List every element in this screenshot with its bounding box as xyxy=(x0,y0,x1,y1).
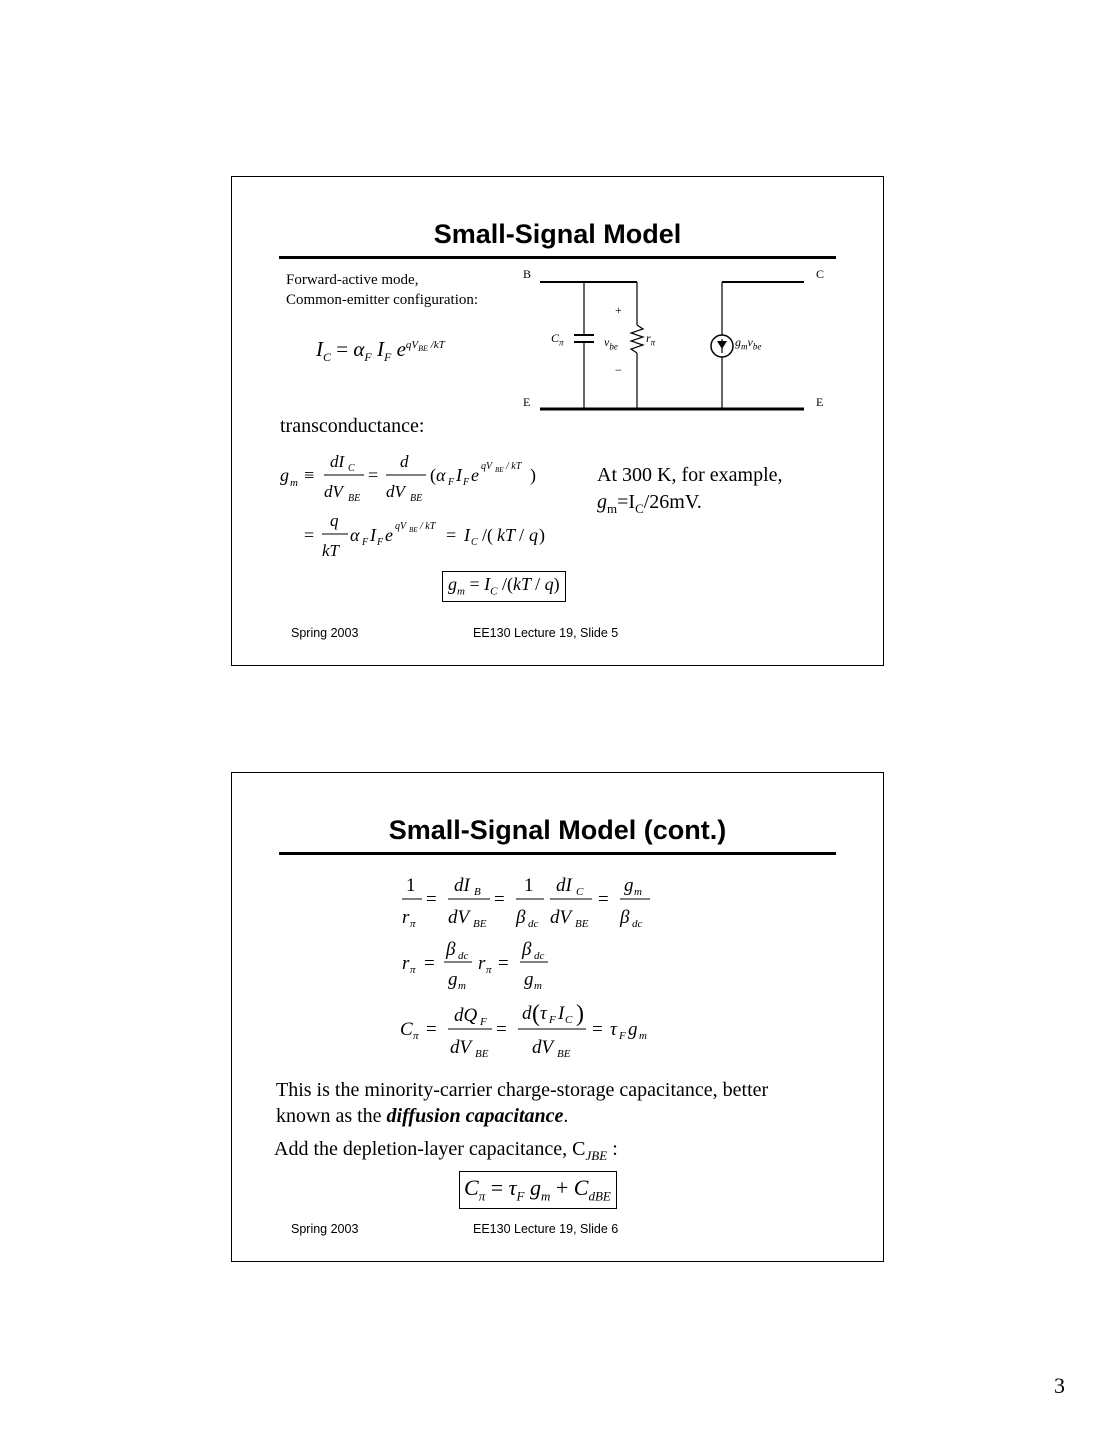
page-number: 3 xyxy=(1054,1373,1065,1398)
svg-text:m: m xyxy=(634,886,642,898)
svg-text:F: F xyxy=(377,537,384,548)
svg-text:C: C xyxy=(565,1014,573,1026)
node-e-right-label: E xyxy=(816,395,824,409)
svg-text:τ: τ xyxy=(540,1003,547,1024)
svg-text:β: β xyxy=(516,907,526,928)
title-rule xyxy=(279,256,836,259)
gm-vbe-label: $g_mv_{be}$ xyxy=(735,335,762,352)
svg-text:BE: BE xyxy=(410,493,423,504)
svg-text:kT: kT xyxy=(497,525,515,545)
svg-text:d: d xyxy=(400,452,409,471)
svg-text:=: = xyxy=(304,525,315,545)
svg-text:/ kT: / kT xyxy=(506,461,522,472)
footer-left: Spring 2003 xyxy=(291,626,359,640)
minus-sign: − xyxy=(615,363,622,377)
svg-text:m: m xyxy=(458,980,466,992)
r-pi-label: $r_\pi$ xyxy=(646,331,656,348)
svg-text:π: π xyxy=(486,964,492,976)
example-line-2 xyxy=(597,491,702,517)
svg-text:I: I xyxy=(456,465,462,485)
svg-text:r: r xyxy=(402,907,410,928)
svg-text:dV: dV xyxy=(386,482,405,501)
footer-center: EE130 Lecture 19, Slide 6 xyxy=(473,1222,619,1236)
paragraph-2-text: Add the depletion-layer capacitance, C xyxy=(274,1138,586,1160)
svg-text:dc: dc xyxy=(632,918,643,930)
svg-text:dV: dV xyxy=(532,1037,554,1058)
plus-sign: + xyxy=(615,303,622,317)
example-g: g xyxy=(597,491,607,513)
svg-text:C: C xyxy=(400,1019,413,1040)
svg-text:=: = xyxy=(426,889,437,910)
svg-text:r: r xyxy=(478,953,486,974)
example-sub-m: m xyxy=(607,501,618,516)
svg-text:q: q xyxy=(529,525,538,545)
svg-text:g: g xyxy=(624,875,634,896)
svg-text:e: e xyxy=(385,525,393,545)
svg-text:dc: dc xyxy=(534,950,545,962)
svg-text:dQ: dQ xyxy=(454,1005,478,1026)
intro-line-1: Forward-active mode, xyxy=(286,272,419,288)
gm-boxed-result: $g_m = I_C$ /(kT / q) xyxy=(442,571,566,602)
v-be-label: $v_{be}$ xyxy=(604,335,618,352)
svg-text:F: F xyxy=(619,1030,626,1042)
svg-text:1: 1 xyxy=(406,875,416,896)
svg-text:F: F xyxy=(480,1016,487,1028)
node-c-label: C xyxy=(816,267,825,281)
svg-text:): ) xyxy=(576,1001,584,1027)
svg-text:dc: dc xyxy=(458,950,469,962)
gm-derivation xyxy=(278,445,568,563)
svg-text:=: = xyxy=(592,1019,603,1040)
svg-text:β: β xyxy=(446,939,456,960)
svg-text:BE: BE xyxy=(495,466,504,474)
svg-text:F: F xyxy=(549,1014,556,1026)
svg-text:=: = xyxy=(424,953,435,974)
svg-text:dc: dc xyxy=(528,918,539,930)
svg-text:BE: BE xyxy=(409,526,418,534)
svg-text:=: = xyxy=(446,525,457,545)
svg-text:1: 1 xyxy=(524,875,534,896)
svg-text:π: π xyxy=(413,1030,419,1042)
svg-text:≡: ≡ xyxy=(304,465,315,485)
svg-text:F: F xyxy=(362,537,369,548)
svg-text:/ kT: / kT xyxy=(420,521,436,532)
paragraph-1-line-1: This is the minority-carrier charge-storage capacitance, better xyxy=(276,1079,769,1101)
node-e-left-label: E xyxy=(523,395,531,409)
svg-text:F: F xyxy=(463,477,470,488)
svg-text:=: = xyxy=(496,1019,507,1040)
svg-text:(: ( xyxy=(532,1001,540,1027)
svg-text:π: π xyxy=(410,964,416,976)
example-26mv: /26mV. xyxy=(643,491,702,513)
svg-text:BE: BE xyxy=(475,1048,489,1060)
svg-text:BE: BE xyxy=(575,918,589,930)
example-eq-i: =I xyxy=(617,491,636,513)
svg-text:π: π xyxy=(410,918,416,930)
svg-text:α: α xyxy=(350,525,360,545)
svg-text:g: g xyxy=(448,969,458,990)
svg-text:d: d xyxy=(522,1003,532,1024)
svg-text:q: q xyxy=(330,511,339,530)
c-pi-label: $C_\pi$ xyxy=(551,331,564,348)
svg-text:g: g xyxy=(280,465,289,485)
diffusion-capacitance-term: diffusion capacitance xyxy=(386,1105,564,1127)
svg-text:=: = xyxy=(598,889,609,910)
svg-text:dV: dV xyxy=(448,907,470,928)
collector-current-equation: $I_C = \alpha_F$ $I_F$ $e^{qV_{BE} /kT}$ xyxy=(316,337,445,365)
svg-text:g: g xyxy=(524,969,534,990)
svg-text:=: = xyxy=(494,889,505,910)
svg-text:=: = xyxy=(498,953,509,974)
cpi-boxed-result: $C_\pi = \tau_F$ $g_m + C_{dBE}$ xyxy=(459,1171,617,1209)
example-line-1: At 300 K, for example, xyxy=(597,464,783,486)
footer-left: Spring 2003 xyxy=(291,1222,359,1236)
svg-text:dI: dI xyxy=(454,875,470,896)
svg-text:dV: dV xyxy=(550,907,572,928)
svg-text:I: I xyxy=(370,525,376,545)
svg-text:g: g xyxy=(628,1019,638,1040)
slide-title: Small-Signal Model (cont.) xyxy=(388,815,727,845)
svg-text:dV: dV xyxy=(450,1037,472,1058)
intro-line-2: Common-emitter configuration: xyxy=(286,292,479,308)
svg-text:m: m xyxy=(534,980,542,992)
svg-text:): ) xyxy=(530,465,536,485)
slide-6 xyxy=(231,772,884,1262)
svg-text:B: B xyxy=(474,886,481,898)
svg-text:m: m xyxy=(290,477,298,489)
svg-text:C: C xyxy=(576,886,584,898)
svg-text:β: β xyxy=(522,939,532,960)
svg-text:qV: qV xyxy=(481,461,493,472)
svg-text:(: ( xyxy=(430,465,436,485)
svg-text:dV: dV xyxy=(324,482,343,501)
footer-center: EE130 Lecture 19, Slide 5 xyxy=(473,626,619,640)
svg-text:BE: BE xyxy=(348,493,361,504)
node-b-label: B xyxy=(523,267,532,281)
svg-text:e: e xyxy=(471,465,479,485)
svg-text:τ: τ xyxy=(610,1019,617,1040)
transconductance-label: transconductance: xyxy=(280,415,425,437)
svg-text:F: F xyxy=(448,477,455,488)
svg-text:C: C xyxy=(348,463,355,474)
paragraph-1-text: known as the xyxy=(276,1105,387,1127)
example-sub-c: C xyxy=(635,501,644,516)
svg-text:BE: BE xyxy=(557,1048,571,1060)
svg-text:I: I xyxy=(464,525,470,545)
svg-text:/: / xyxy=(519,525,525,545)
paragraph-1-period: . xyxy=(563,1105,569,1127)
slide-5 xyxy=(231,176,884,666)
paragraph-2-colon: : xyxy=(607,1138,618,1160)
svg-text:/(: /( xyxy=(482,525,493,545)
svg-text:): ) xyxy=(539,525,545,545)
rpi-cpi-derivation xyxy=(398,869,668,1069)
svg-text:I: I xyxy=(558,1003,565,1024)
svg-text:C: C xyxy=(471,537,478,548)
paragraph-1-line-2 xyxy=(276,1105,568,1128)
paragraph-2 xyxy=(274,1138,618,1164)
title-rule xyxy=(279,852,836,855)
svg-text:dI: dI xyxy=(330,452,345,471)
svg-text:kT: kT xyxy=(322,541,339,560)
paragraph-2-sub: JBE xyxy=(585,1148,608,1163)
svg-text:dI: dI xyxy=(556,875,572,896)
svg-text:r: r xyxy=(402,953,410,974)
svg-text:=: = xyxy=(426,1019,437,1040)
svg-text:α: α xyxy=(436,465,446,485)
svg-text:β: β xyxy=(620,907,630,928)
svg-text:m: m xyxy=(639,1030,647,1042)
svg-text:=: = xyxy=(368,465,379,485)
svg-text:BE: BE xyxy=(473,918,487,930)
slide-title: Small-Signal Model xyxy=(433,219,682,249)
svg-text:qV: qV xyxy=(395,521,407,532)
